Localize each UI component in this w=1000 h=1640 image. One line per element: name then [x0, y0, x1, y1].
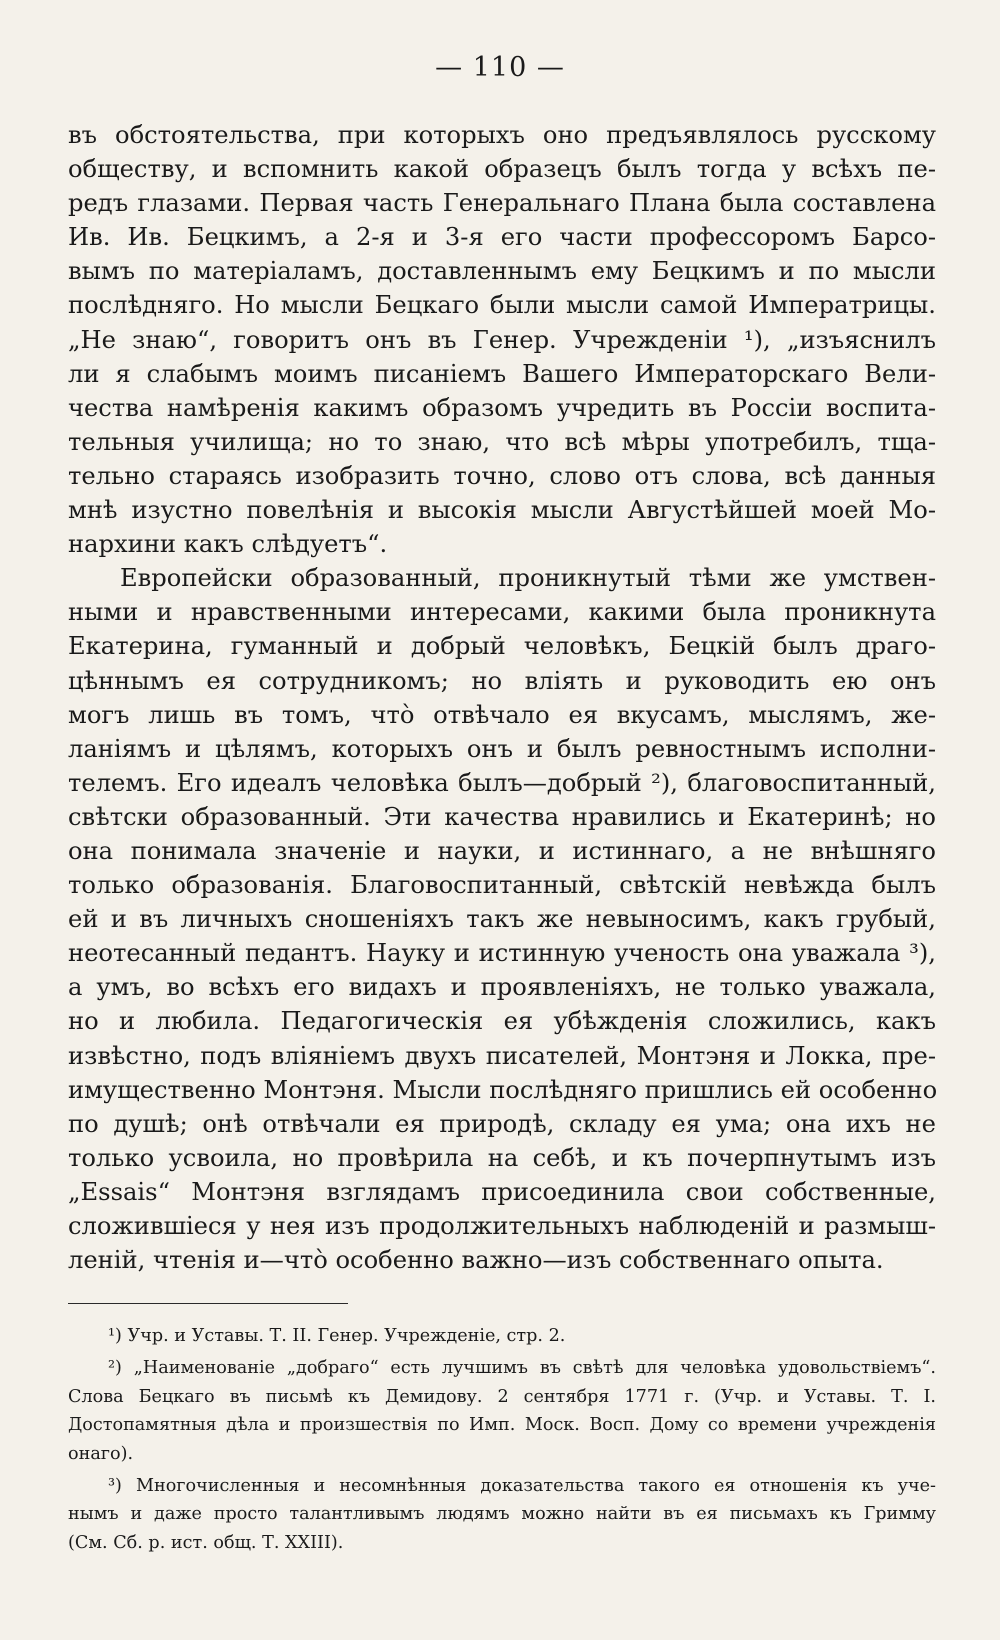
body-line: вымъ по матеріаламъ, доставленнымъ ему Бецкимъ и по мысли [68, 257, 936, 286]
body-line: ли я слабымъ моимъ писаніемъ Вашего Императорскаго Вели- [68, 359, 936, 388]
body-line: мнѣ изустно повелѣнія и высокія мысли Августѣйшей моей Мо- [68, 496, 936, 525]
body-line: нархини какъ слѣдуетъ“. [68, 530, 388, 559]
body-line: обществу, и вспомнить какой образецъ былъ тогда у всѣхъ пе- [68, 155, 936, 184]
body-line: свѣтски образованный. Эти качества нравились и Екатеринѣ; но [68, 802, 936, 831]
body-line: по душѣ; онѣ отвѣчали ея природѣ, складу ея ума; она ихъ не [68, 1109, 936, 1138]
body-line: ей и въ личныхъ сношеніяхъ такъ же невыносимъ, какъ грубый, [68, 905, 936, 934]
body-line: „Не знаю“, говоритъ онъ въ Генер. Учрежденіи ¹), „изъяснилъ [68, 325, 936, 354]
footnote-3-line: ³) Многочисленныя и несомнѣнныя доказательства такого ея отношенія къ уче- [108, 1475, 936, 1496]
body-line: тельно стараясь изобразить точно, слово отъ слова, всѣ данныя [68, 461, 936, 490]
body-line: чества намѣренія какимъ образомъ учредить въ Россіи воспита- [68, 393, 936, 422]
body-line: извѣстно, подъ вліяніемъ двухъ писателей, Монтэня и Локка, пре- [68, 1041, 936, 1070]
body-line: цѣннымъ ея сотрудникомъ; но влiять и руководить ею онъ [68, 666, 936, 695]
footnote-3-line: нымъ и даже просто талантливымъ людямъ можно найти въ ея письмахъ къ Гримму [68, 1504, 936, 1525]
footnote-separator [68, 1303, 348, 1304]
body-line: неотесанный педантъ. Науку и истинную ученость она уважала ³), [68, 939, 936, 968]
footnote-3-line: (См. Сб. р. ист. общ. Т. XXIII). [68, 1532, 344, 1553]
body-line: имущественно Монтэня. Мысли послѣдняго пришлись ей особенно [68, 1075, 938, 1104]
paragraph-start-line: Европейски образованный, проникнутый тѣми же умствен- [120, 564, 936, 593]
body-line: Ив. Ив. Бецкимъ, а 2-я и 3-я его части профессоромъ Барсо- [68, 223, 936, 252]
body-line: „Essais“ Монтэня взглядамъ присоединила свои собственные, [68, 1177, 936, 1206]
footnote-2-line: Достопамятныя дѣла и произшествія по Имп. Моск. Восп. Дому со времени учрежденія [68, 1415, 936, 1436]
footnote-2-line: Слова Бецкаго въ письмѣ къ Демидову. 2 сентября 1771 г. (Учр. и Уставы. Т. I. [68, 1386, 936, 1407]
footnote-2-line: ²) „Наименованіе „добраго“ есть лучшимъ въ свѣтѣ для человѣка удовольствіемъ“. [108, 1358, 936, 1379]
body-line: редъ глазами. Первая часть Генеральнаго Плана была составлена [68, 189, 936, 218]
body-line: ланiямъ и цѣлямъ, которыхъ онъ и былъ ревностнымъ исполни- [68, 734, 936, 763]
body-text [68, 118, 936, 1277]
body-line: а умъ, во всѣхъ его видахъ и проявленіяхъ, не только уважала, [68, 973, 936, 1002]
body-line: леній, чтенія и—что̀ особенно важно—изъ собственнаго опыта. [68, 1246, 884, 1275]
footnotes [68, 1322, 936, 1557]
body-line: ными и нравственными интересами, какими была проникнута [68, 598, 936, 627]
body-line: Екатерина, гуманный и добрый человѣкъ, Бецкій былъ драго- [68, 632, 936, 661]
body-line: телемъ. Его идеалъ человѣка былъ—добрый ²), благовоспитанный, [68, 768, 936, 797]
body-line: тельныя училища; но то знаю, что всѣ мѣры употребилъ, тща- [68, 427, 936, 456]
body-line: только усвоила, но провѣрила на себѣ, и къ почерпнутымъ изъ [68, 1143, 936, 1172]
body-line: въ обстоятельства, при которыхъ оно предъявлялось русскому [68, 121, 936, 149]
body-line: она понимала значеніе и науки, и истиннаго, а не внѣшняго [68, 836, 936, 865]
body-line: послѣдняго. Но мысли Бецкаго были мысли самой Императрицы. [68, 291, 936, 320]
page-number: — 110 — [435, 52, 565, 83]
body-line: могъ лишь въ томъ, что̀ отвѣчало ея вкусамъ, мыслямъ, же- [68, 700, 936, 729]
footnote-1: ¹) Учр. и Уставы. Т. II. Генер. Учрежденіе, стр. 2. [108, 1326, 566, 1346]
body-line: но и любила. Педагогическія ея убѣжденія сложились, какъ [68, 1007, 936, 1036]
body-line: сложившіеся у нея изъ продолжительныхъ наблюденій и размыш- [68, 1212, 936, 1240]
body-line: только образованія. Благовоспитанный, свѣтскій невѣжда былъ [68, 871, 936, 900]
footnote-2-line: онаго). [68, 1443, 134, 1464]
